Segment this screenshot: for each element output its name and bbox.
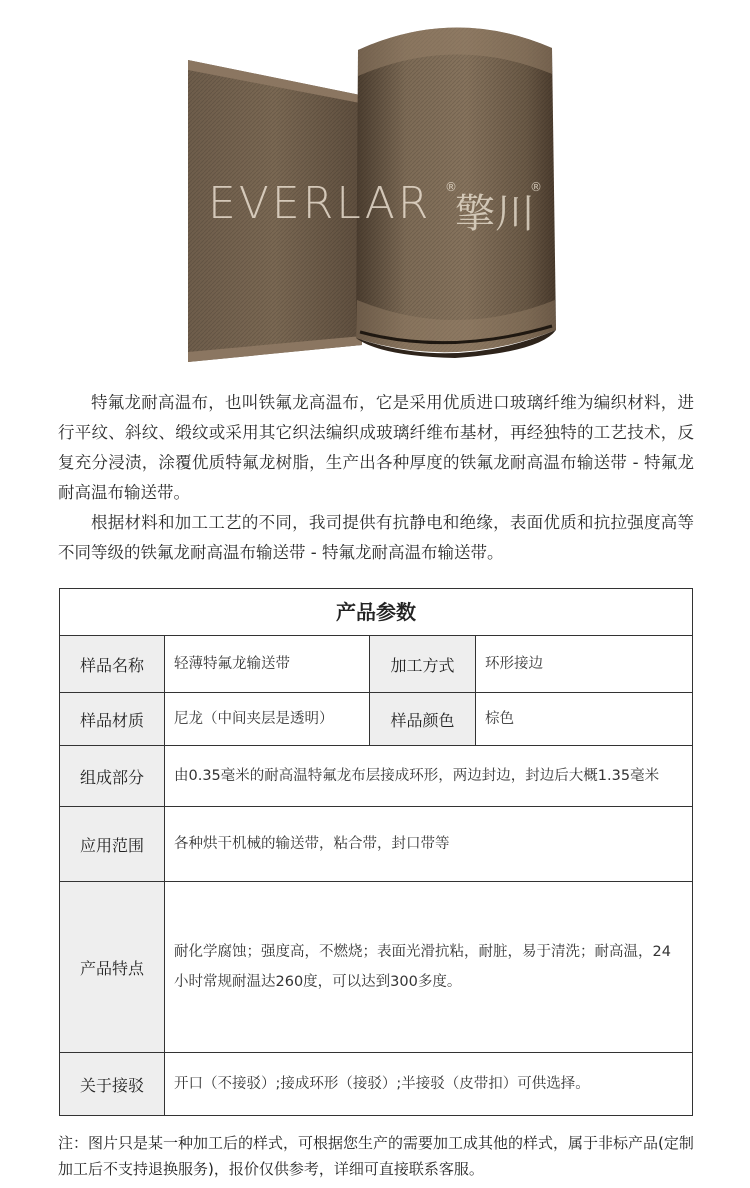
registered-mark-icon: ®	[530, 180, 542, 194]
label-splicing: 关于接驳	[60, 1053, 165, 1115]
label-sample-name: 样品名称	[60, 636, 165, 692]
table-row	[60, 1053, 692, 1115]
label-product-features: 产品特点	[60, 882, 165, 1052]
label-composition: 组成部分	[60, 746, 165, 806]
value-splicing: 开口（不接驳）;接成环形（接驳）;半接驳（皮带扣）可供选择。	[174, 1076, 590, 1092]
intro-paragraph-2: 根据材料和加工工艺的不同，我司提供有抗静电和绝缘，表面优质和抗拉强度高等不同等级的铁氟龙耐高温布输送带 - 特氟龙耐高温布输送带。	[58, 513, 694, 562]
product-introduction	[58, 388, 694, 568]
footnote: 注：图片只是某一种加工后的样式，可根据您生产的需要加工成其他的样式，属于非标产品(定制加工后不支持退换服务)，报价仅供参考，详细可直接联系客服。	[58, 1134, 694, 1178]
value-composition: 由0.35毫米的耐高温特氟龙布层接成环形，两边封边，封边后大概1.35毫米	[174, 768, 660, 784]
product-hero-image	[0, 0, 750, 380]
label-application-scope: 应用范围	[60, 807, 165, 881]
table-title: 产品参数	[60, 589, 692, 636]
value-sample-name: 轻薄特氟龙输送带	[165, 636, 370, 692]
table-row	[60, 746, 692, 807]
value-product-features: 耐化学腐蚀；强度高，不燃烧；表面光滑抗粘，耐脏，易于清洗；耐高温，24小时常规耐温达260度，可以达到300多度。	[174, 944, 671, 990]
label-sample-material: 样品材质	[60, 693, 165, 745]
table-row	[60, 693, 692, 746]
registered-mark-icon: ®	[445, 180, 457, 194]
value-processing-method: 环形接边	[485, 656, 543, 672]
value-application-scope: 各种烘干机械的输送带，粘合带，封口带等	[174, 836, 450, 852]
intro-paragraph-1: 特氟龙耐高温布，也叫铁氟龙高温布，它是采用优质进口玻璃纤维为编织材料，进行平纹、斜纹、缎纹或采用其它织法编织成玻璃纤维布基材，再经独特的工艺技术，反复充分浸渍，涂覆优质特氟龙树脂，生产出各种厚度的铁氟龙耐高温布输送带 - 特氟龙耐高温布输送带。	[58, 393, 694, 502]
table-row	[60, 636, 692, 693]
table-row	[60, 807, 692, 882]
value-sample-material: 尼龙（中间夹层是透明）	[165, 693, 370, 745]
label-sample-color: 样品颜色	[370, 693, 476, 745]
label-processing-method: 加工方式	[370, 636, 476, 692]
table-row	[60, 882, 692, 1053]
product-parameters-table	[59, 588, 693, 1116]
brand-logo-latin: EVERLAR	[208, 178, 432, 229]
value-sample-color: 棕色	[485, 711, 514, 727]
brand-logo-chinese: 擎川	[455, 191, 535, 237]
